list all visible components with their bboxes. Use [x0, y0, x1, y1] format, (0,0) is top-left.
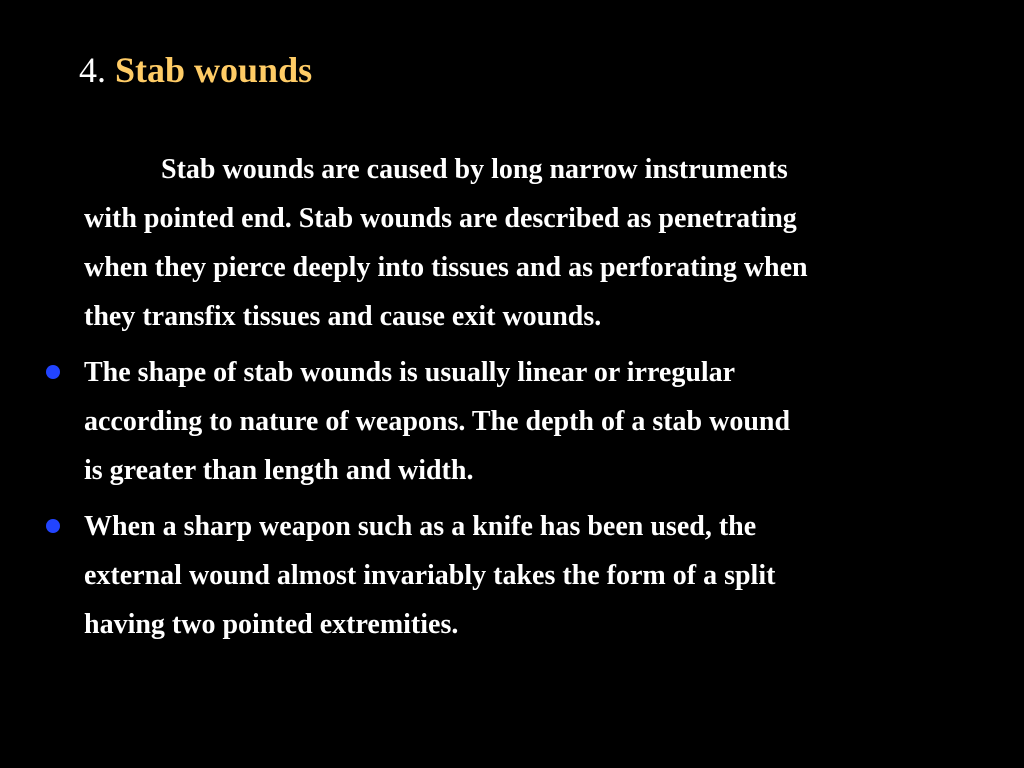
bullet-item-knife: [84, 502, 984, 649]
bullet-line: according to nature of weapons. The depth of a stab wound: [84, 406, 791, 437]
intro-line: with pointed end. Stab wounds are described as penetrating: [84, 203, 797, 234]
intro-line: when they pierce deeply into tissues and as perforating when: [84, 252, 808, 283]
slide-title: [79, 48, 312, 92]
bullet-line: external wound almost invariably takes the form of a split: [84, 560, 776, 591]
intro-line: they transfix tissues and cause exit wounds.: [84, 301, 602, 332]
intro-line: Stab wounds are caused by long narrow instruments: [161, 154, 788, 185]
intro-paragraph: [84, 145, 984, 341]
bullet-line: having two pointed extremities.: [84, 609, 459, 640]
bullet-line: is greater than length and width.: [84, 455, 474, 486]
slide-body: [84, 145, 984, 656]
title-text: Stab wounds: [115, 50, 313, 90]
title-number: 4.: [79, 50, 106, 90]
bullet-line: When a sharp weapon such as a knife has been used, the: [84, 511, 757, 542]
bullet-line: The shape of stab wounds is usually linear or irregular: [84, 357, 736, 388]
bullet-dot-icon: [46, 365, 60, 379]
bullet-dot-icon: [46, 519, 60, 533]
bullet-item-shape: [84, 348, 984, 495]
